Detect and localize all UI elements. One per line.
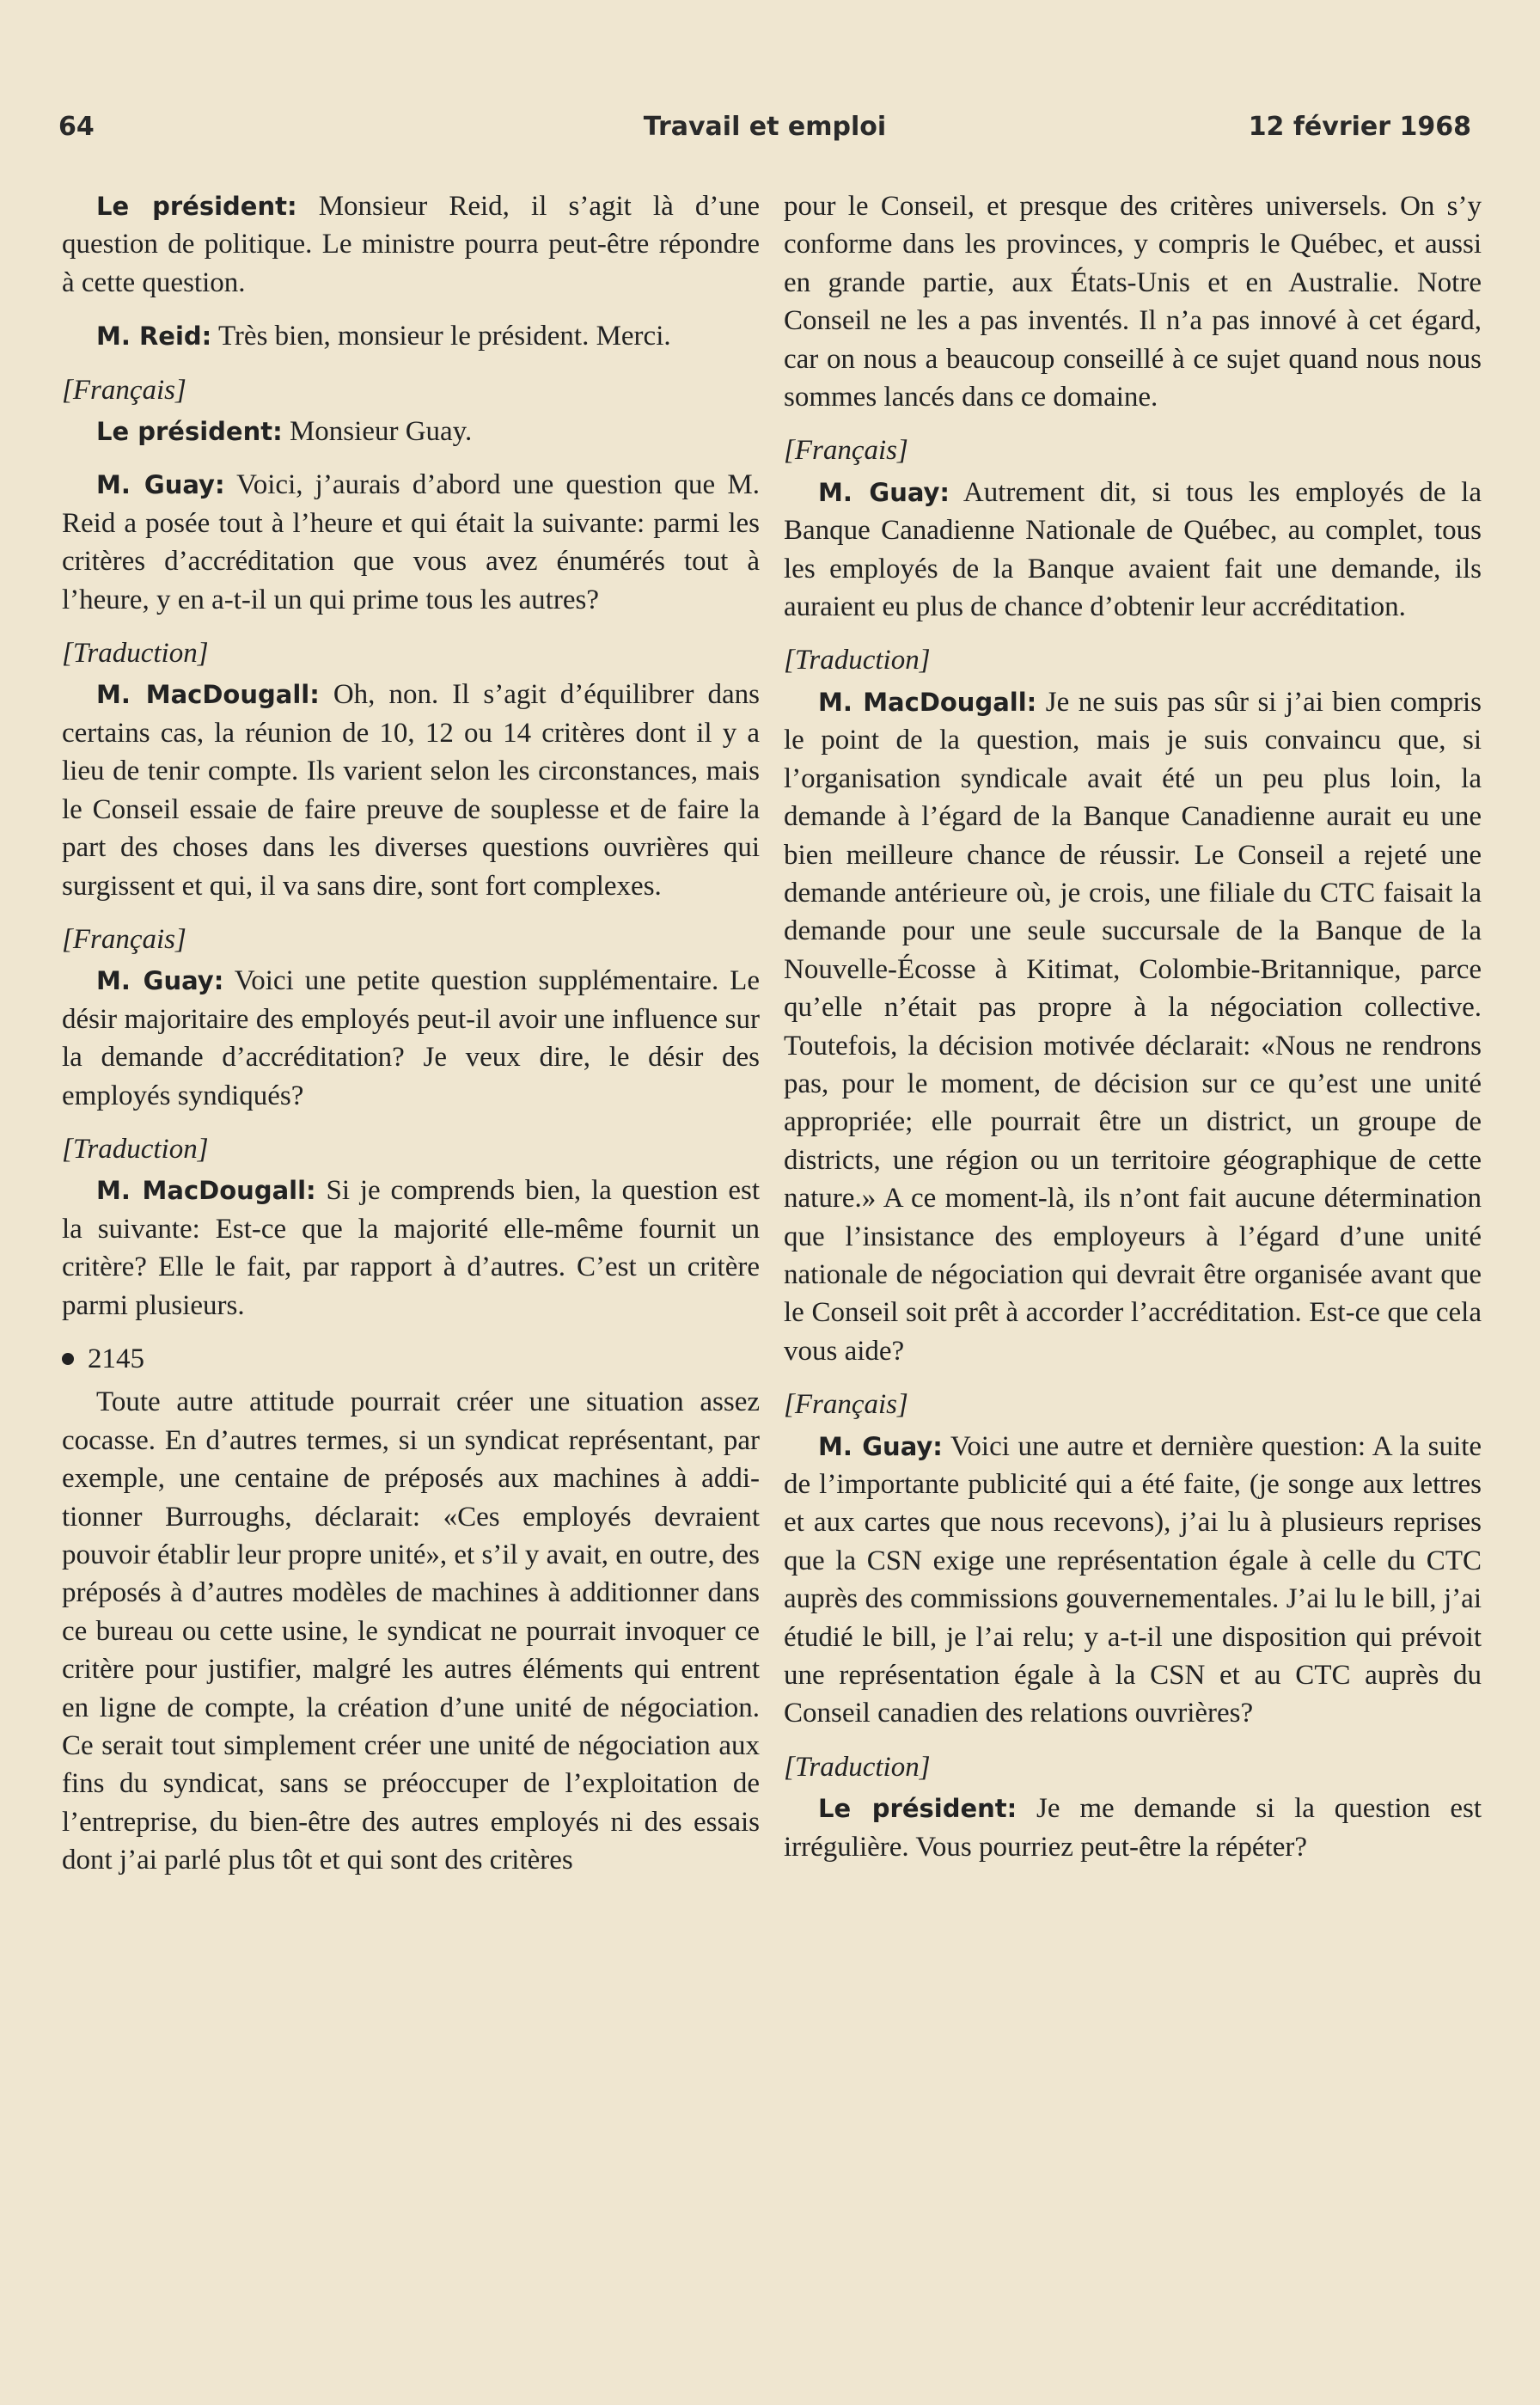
language-tag: [Traduction] [784,645,931,676]
speaker-name: M. Reid: [96,321,212,352]
speech-text: Très bien, monsieur le président. Merci. [217,321,671,352]
speech-text: Monsieur Guay. [289,416,473,448]
speaker-name: M. Guay: [818,477,950,507]
speech-text: Voici une petite question supplémentaire. Le désir majoritaire des employés peut-il avoir une influence sur la demande d’accréditation? Je veux dire, le désir des employés syndiqués? [62,965,760,1111]
language-tag: [Français] [62,923,186,955]
language-tag: [Français] [62,374,186,406]
page-number: 64 [58,112,95,142]
publication-date: 12 février 1968 [1248,112,1471,142]
language-tag: [Français] [784,435,908,467]
language-tag: [Traduction] [62,638,209,670]
language-name: Traduction [72,638,198,670]
speaker-name: M. MacDougall: [818,687,1037,717]
language-name: Français [72,923,176,955]
speech-paragraph [784,1790,1482,1866]
speech-paragraph [62,962,760,1115]
speaker-name: Le président: [818,1794,1018,1824]
language-tag: [Français] [784,1389,908,1421]
speaker-name: M. Guay: [96,966,224,996]
speech-text: Si je comprends bien, la question est la suivante: Est-ce que la majorité elle-même fournit un critère? Elle le fait, par rapport à d’autres. C’est un critère parmi plusieurs. [62,1175,760,1321]
right-column [784,187,1482,1882]
continued-paragraph [784,187,1482,416]
speaker-name: M. MacDougall: [96,680,320,710]
paragraph-text: pour le Conseil, et presque des critères universels. On s’y conforme dans les provinces, y compris le Québec, et aussi en grande partie, aux États-Unis et en Australie. Notre Conseil ne les a pas inventés. Il n’a pas innové à cet égard, car on nous a beaucoup conseillé à ce sujet quand nous nous sommes lancés dans ce domaine. [784,191,1482,413]
speech-text: Je ne suis pas sûr si j’ai bien compris le point de la question, mais je suis convaincu que, si l’organisation syndicale avait été un peu plus loin, la demande à l’égard de la Banque Canadienne aurait eu une bien meilleure chance de réussir. Le Conseil a rejeté une demande antérieure où, je crois, une filiale du CTC faisait la demande pour une seule succursale de la Banque de la Nouvelle-Écosse à Kitimat, Colombie-Britannique, parce qu’elle n’était pas propre à la négociation collective. Toutefois, la décision motivée déclarait: «Nous ne rendrons pas, pour le moment, de décision sur ce qu’est une unité appropriée; elle pourrait être un district, un groupe de districts, une région ou un territoire géographique de cette nature.» A ce moment-là, ils n’ont fait aucune détermination que l’insistance des employeurs à l’égard d’une unité nationale de négociation qui devrait être organisée avant que le Conseil soit prêt à accorder l’accréditation. Est-ce que cela vous aide? [784,686,1482,1367]
language-name: Français [794,435,898,467]
speech-text: Voici, j’aurais d’abord une question que M. Reid a posée tout à l’heure et qui était la suivante: parmi les critères d’accréditation que vous avez énumérés tout à l’heure, y en a-t-il un qui prime tous les autres? [62,469,760,615]
paragraph-text: Toute autre attitude pourrait créer une situation assez cocasse. En d’autres termes, si un syndicat représentant, par exemple, une centaine de préposés aux machines à additionner Burroughs, déclarait: «Ces employés devraient pouvoir établir leur propre unité», et s’il y avait, en outre, des préposés à d’autres modèles de machines à additionner dans ce bureau ou cette usine, le syndicat ne pourrait invoquer ce critère pour justifier, malgré les autres éléments qui entrent en ligne de compte, la création d’une unité de négociation. Ce serait tout simplement créer une unité de négociation aux fins du syndicat, sans se préoccuper de l’exploitation de l’entreprise, du bien-être des autres employés ni des essais dont j’ai parlé plus tôt et qui sont des critères [62,1386,760,1876]
time-marker [62,1340,760,1378]
speech-text: Voici une autre et dernière question: A la suite de l’importante publicité qui a été faite, (je songe aux lettres et aux cartes que nous recevons), j’ai lu à plusieurs reprises que la CSN exige une représentation égale à celle du CTC auprès des commissions gouvernementales. J’ai lu le bill, j’ai étudié le bill, je l’ai relu; y a-t-il une disposition qui prévoit une représentation égale à la CSN et au CTC auprès du Conseil canadien des relations ouvrières? [784,1430,1482,1729]
speech-text: Je me demande si la question est irrégulière. Vous pourriez peut-être la répéter? [784,1793,1482,1863]
speech-paragraph [784,683,1482,1370]
speech-text: Monsieur Reid, il s’agit là d’une question de politique. Le ministre pourra peut-être répondre à cette question. [62,191,761,298]
speech-paragraph [784,1428,1482,1733]
speaker-name: Le président: [96,192,297,221]
publication-title: Travail et emploi [643,112,887,142]
speaker-name: M. Guay: [96,470,225,500]
language-name: Traduction [72,1133,198,1165]
language-name: Traduction [794,1751,920,1783]
paragraph [62,1383,760,1879]
time-marker-text: 2145 [88,1343,144,1374]
speech-paragraph [62,466,760,619]
speech-paragraph [62,1172,760,1325]
speech-paragraph [62,676,760,904]
page-header [58,112,1471,155]
speaker-name: M. Guay: [818,1431,943,1461]
language-name: Français [72,374,176,406]
speaker-name: Le président: [96,417,283,447]
language-name: Traduction [794,645,920,676]
speech-paragraph [62,187,760,302]
language-name: Français [794,1389,898,1421]
bullet-icon [62,1353,74,1365]
language-tag: [Traduction] [62,1133,209,1165]
speech-paragraph [62,413,760,450]
speech-text: Oh, non. Il s’agit d’équilibrer dans certains cas, la réunion de 10, 12 ou 14 critères dont il y a lieu de tenir compte. Ils varient selon les circonstances, mais le Conseil essaie de faire preuve de souplesse et de faire la part des choses dans les diverses questions ouvrières qui surgissent et qui, il va sans dire, sont fort complexes. [62,679,761,902]
speaker-name: M. MacDougall: [96,1176,316,1206]
language-tag: [Traduction] [784,1751,931,1783]
speech-text: Autrement dit, si tous les employés de la Banque Canadienne Nationale de Québec, au complet, tous les employés de la Banque avaient fait une demande, ils auraient eu plus de chance d’obtenir leur accréditation. [784,476,1482,623]
speech-paragraph [784,474,1482,627]
left-column [62,187,760,1895]
speech-paragraph [62,317,760,355]
